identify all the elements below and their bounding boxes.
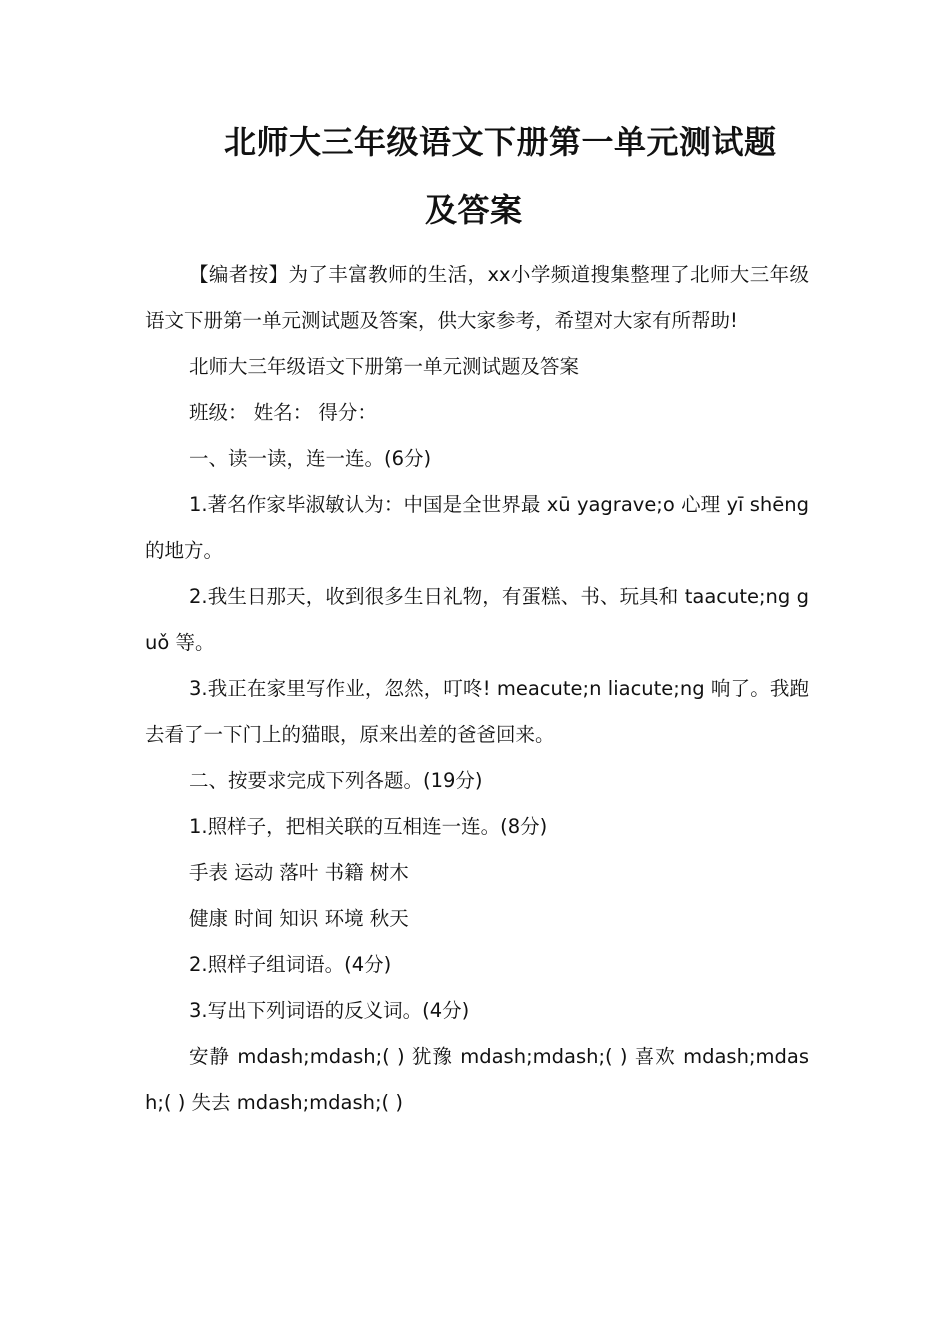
question-1-2: 2.我生日那天，收到很多生日礼物，有蛋糕、书、玩具和 taacute;ng guǒ 等。 (145, 585, 809, 654)
word-row-1: 手表 运动 落叶 书籍 树木 (189, 861, 409, 884)
document-body (145, 252, 809, 1126)
section-2-heading: 二、按要求完成下列各题。(19分) (189, 769, 483, 792)
antonym-row: 安静 mdash;mdash;( ) 犹豫 mdash;mdash;( ) 喜欢 mdash;mdash;( ) 失去 mdash;mdash;( ) (145, 1045, 809, 1114)
question-2-1: 1.照样子，把相关联的互相连一连。(8分) (189, 815, 548, 838)
document-title-line-1: 北师大三年级语文下册第一单元测试题 (224, 123, 777, 161)
word-row-2: 健康 时间 知识 环境 秋天 (189, 907, 409, 930)
section-1-heading: 一、读一读，连一连。(6分) (189, 447, 432, 470)
question-1-1: 1.著名作家毕淑敏认为：中国是全世界最 xū yagrave;o 心理 yī shēng 的地方。 (145, 493, 809, 562)
editor-note-paragraph: 【编者按】为了丰富教师的生活，xx小学频道搜集整理了北师大三年级语文下册第一单元测试题及答案，供大家参考，希望对大家有所帮助! (145, 263, 809, 332)
document-title-line-2: 及答案 (425, 191, 523, 229)
subtitle-paragraph: 北师大三年级语文下册第一单元测试题及答案 (189, 355, 580, 378)
question-2-2: 2.照样子组词语。(4分) (189, 953, 392, 976)
student-info-line: 班级： 姓名： 得分： (189, 401, 377, 424)
question-1-3: 3.我正在家里写作业，忽然，叮咚! meacute;n liacute;ng 响了。我跑去看了一下门上的猫眼，原来出差的爸爸回来。 (145, 677, 809, 746)
question-2-3: 3.写出下列词语的反义词。(4分) (189, 999, 470, 1022)
